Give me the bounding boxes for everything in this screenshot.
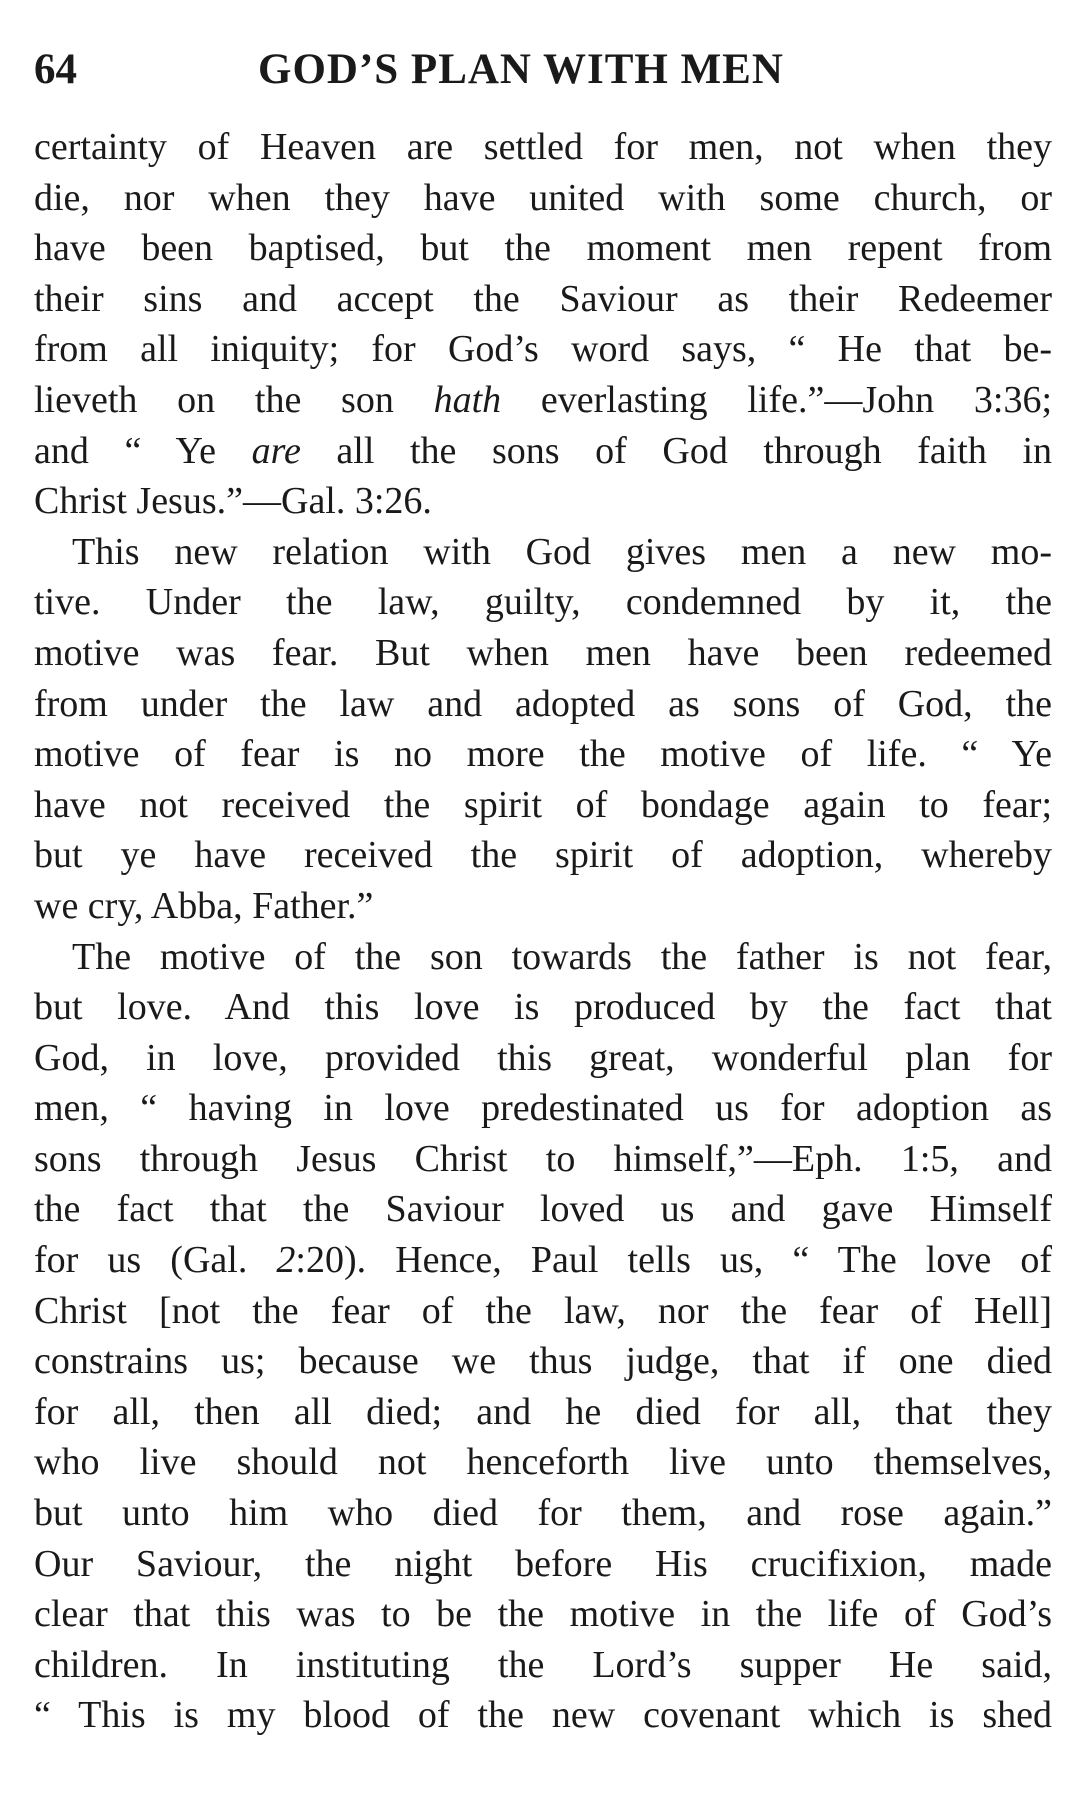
text-line: [34, 1539, 1052, 1590]
text-line: [34, 628, 1052, 679]
text-run: clear that this was to be the motive in the life of God’s: [34, 1593, 1052, 1636]
text-run: die, nor when they have united with some church, or: [34, 176, 1052, 219]
text-run: all the sons of God through faith in: [300, 429, 1052, 472]
text-run: from all iniquity; for God’s word says, “ He that be-: [34, 328, 1052, 371]
text-run: from under the law and adopted as sons of God, the: [34, 682, 1052, 725]
text-line: [34, 1690, 1052, 1741]
text-line: [34, 729, 1052, 780]
text-run: Christ [not the fear of the law, nor the fear of Hell]: [34, 1289, 1052, 1332]
text-run: :20). Hence, Paul tells us, “ The love of: [295, 1239, 1052, 1282]
text-line: [34, 1387, 1052, 1438]
text-line: [34, 1235, 1052, 1286]
text-line: [34, 1437, 1052, 1488]
text-line: [34, 780, 1052, 831]
paragraph: [34, 932, 1052, 1742]
italic-text: hath: [433, 378, 502, 421]
text-line: [34, 1083, 1052, 1134]
text-run: Our Saviour, the night before His crucifixion, made: [34, 1542, 1052, 1585]
text-run: lieveth on the son: [34, 378, 434, 421]
paragraph: [34, 527, 1052, 932]
text-run: sons through Jesus Christ to himself,”—Eph. 1:5, and: [34, 1137, 1052, 1180]
page-number: 64: [34, 46, 77, 93]
text-line: [34, 274, 1052, 325]
text-run: children. In instituting the Lord’s supper He said,: [34, 1643, 1052, 1686]
text-line: [34, 527, 1052, 578]
book-page: [34, 40, 1052, 1741]
text-line: [34, 1286, 1052, 1337]
text-run: constrains us; because we thus judge, that if one died: [34, 1340, 1052, 1383]
text-line: [34, 1336, 1052, 1387]
text-line: [34, 173, 1052, 224]
body-text: [34, 122, 1052, 1741]
text-run: for us (Gal.: [34, 1239, 277, 1282]
text-line: [34, 982, 1052, 1033]
text-run: This new relation with God gives men a new mo-: [72, 530, 1052, 573]
text-run: but ye have received the spirit of adoption, whereby: [34, 834, 1052, 877]
running-head: [34, 40, 1052, 100]
text-run: certainty of Heaven are settled for men, not when they: [34, 126, 1052, 168]
text-line: [34, 1033, 1052, 1084]
text-run: “ This is my blood of the new covenant which is shed: [34, 1694, 1052, 1737]
paragraph: [34, 122, 1052, 527]
text-run: but unto him who died for them, and rose again.”: [34, 1492, 1052, 1535]
text-line: [34, 1640, 1052, 1691]
text-line: [34, 679, 1052, 730]
text-line: [34, 1488, 1052, 1539]
text-line: [34, 932, 1052, 983]
text-run: the fact that the Saviour loved us and gave Himself: [34, 1188, 1052, 1231]
text-run: The motive of the son towards the father is not fear,: [72, 935, 1052, 978]
text-line: [34, 375, 1052, 426]
text-run: and “ Ye: [34, 429, 252, 472]
text-line: [34, 577, 1052, 628]
text-run: have been baptised, but the moment men repent from: [34, 227, 1052, 270]
italic-text: 2: [276, 1239, 296, 1282]
text-run: for all, then all died; and he died for all, that they: [34, 1390, 1052, 1433]
text-run: have not received the spirit of bondage again to fear;: [34, 783, 1052, 826]
text-line: [34, 1589, 1052, 1640]
italic-text: are: [251, 429, 301, 472]
text-run: Christ Jesus.”—Gal. 3:26.: [34, 480, 432, 523]
text-line: [34, 830, 1052, 881]
text-run: men, “ having in love predestinated us for adoption as: [34, 1087, 1052, 1130]
text-line: [34, 223, 1052, 274]
text-run: God, in love, provided this great, wonderful plan for: [34, 1036, 1052, 1079]
text-line: [34, 1134, 1052, 1185]
text-run: tive. Under the law, guilty, condemned by it, the: [34, 581, 1052, 624]
text-run: but love. And this love is produced by the fact that: [34, 986, 1052, 1029]
text-run: we cry, Abba, Father.”: [34, 884, 374, 927]
text-run: everlasting life.”—John 3:36;: [501, 378, 1052, 421]
text-run: motive of fear is no more the motive of life. “ Ye: [34, 733, 1052, 776]
text-line: [34, 881, 1052, 932]
text-line: [34, 476, 1052, 527]
text-line: [34, 324, 1052, 375]
text-run: motive was fear. But when men have been redeemed: [34, 631, 1052, 674]
running-title: GOD’S PLAN WITH MEN: [258, 46, 784, 93]
text-run: their sins and accept the Saviour as their Redeemer: [34, 277, 1052, 320]
text-line: [34, 1184, 1052, 1235]
text-line: [34, 426, 1052, 477]
text-line: [34, 122, 1052, 173]
text-run: who live should not henceforth live unto themselves,: [34, 1441, 1052, 1484]
